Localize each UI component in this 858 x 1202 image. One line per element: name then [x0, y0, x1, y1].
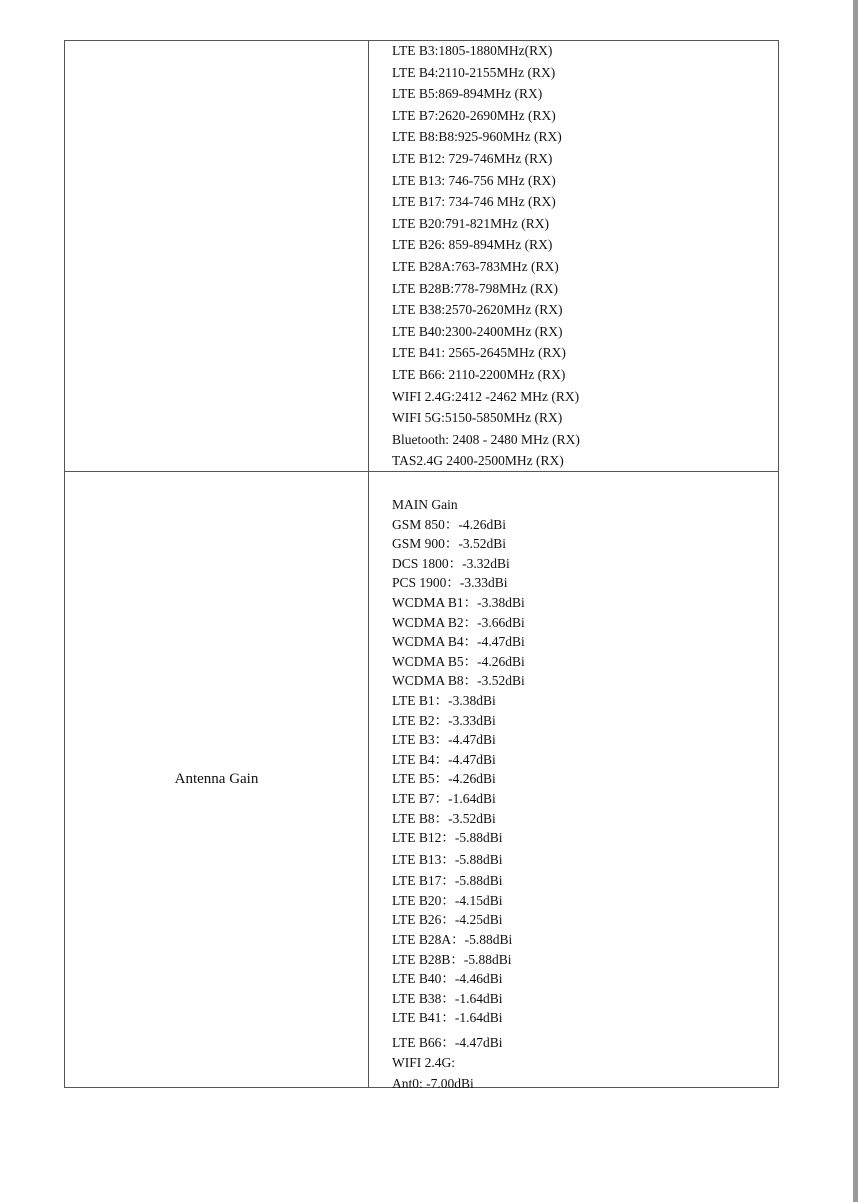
gain-line: PCS 1900：-3.33dBi [392, 575, 508, 591]
gain-line: LTE B2：-3.33dBi [392, 712, 496, 728]
rx-values-cell [369, 41, 778, 471]
rx-band-line: LTE B28B:778-798MHz (RX) [392, 280, 558, 296]
gain-line: GSM 850：-4.26dBi [392, 516, 507, 532]
gain-line: WCDMA B5：-4.26dBi [392, 653, 525, 669]
antenna-gain-values-cell [369, 472, 778, 1092]
table-row-antenna-gain [65, 471, 778, 1092]
rx-band-line: TAS2.4G 2400-2500MHz (RX) [392, 453, 564, 469]
gain-line: LTE B28B：-5.88dBi [392, 951, 512, 967]
rx-band-line: WIFI 5G:5150-5850MHz (RX) [392, 410, 563, 426]
rx-band-line: LTE B7:2620-2690MHz (RX) [392, 107, 556, 123]
rx-band-line: LTE B28A:763-783MHz (RX) [392, 258, 559, 274]
gain-line: LTE B66：-4.47dBi [392, 1035, 503, 1051]
rx-label-cell [65, 41, 369, 471]
rx-band-line: LTE B12: 729-746MHz (RX) [392, 150, 553, 166]
gain-heading: MAIN Gain [392, 497, 458, 512]
page-edge [853, 0, 858, 1202]
gain-line: DCS 1800：-3.32dBi [392, 555, 510, 571]
gain-line: WCDMA B1：-3.38dBi [392, 594, 525, 610]
antenna-gain-label: Antenna Gain [65, 472, 369, 1087]
gain-line: LTE B20：-4.15dBi [392, 892, 503, 908]
rx-band-line: LTE B8:B8:925-960MHz (RX) [392, 129, 562, 145]
gain-line: WCDMA B4：-4.47dBi [392, 634, 525, 650]
gain-line: LTE B1：-3.38dBi [392, 692, 496, 708]
rx-band-line: LTE B5:869-894MHz (RX) [392, 86, 543, 102]
gain-line: LTE B12：-5.88dBi [392, 830, 503, 846]
rx-band-line: WIFI 2.4G:2412 -2462 MHz (RX) [392, 388, 580, 404]
rx-band-line: LTE B66: 2110-2200MHz (RX) [392, 366, 566, 382]
gain-line: LTE B5：-4.26dBi [392, 771, 496, 787]
gain-line: LTE B40：-4.46dBi [392, 971, 503, 987]
gain-line: LTE B13：-5.88dBi [392, 851, 503, 867]
rx-band-line: LTE B26: 859-894MHz (RX) [392, 237, 553, 253]
gain-line: LTE B26：-4.25dBi [392, 912, 503, 928]
gain-line: WCDMA B8：-3.52dBi [392, 673, 525, 689]
rx-band-line: LTE B13: 746-756 MHz (RX) [392, 172, 556, 188]
rx-band-line: LTE B3:1805-1880MHz(RX) [392, 43, 553, 58]
gain-line: LTE B28A：-5.88dBi [392, 932, 513, 948]
gain-line: LTE B41：-1.64dBi [392, 1010, 503, 1026]
gain-line: LTE B7：-1.64dBi [392, 790, 496, 806]
rx-band-line: LTE B17: 734-746 MHz (RX) [392, 194, 556, 210]
gain-line: LTE B17：-5.88dBi [392, 873, 503, 889]
rx-band-line: LTE B40:2300-2400MHz (RX) [392, 323, 563, 339]
gain-line: Ant0: -7.00dBi [392, 1076, 474, 1092]
gain-line: LTE B3：-4.47dBi [392, 732, 496, 748]
spec-table [64, 40, 779, 1092]
gain-line: LTE B8：-3.52dBi [392, 810, 496, 826]
rx-band-line: LTE B4:2110-2155MHz (RX) [392, 64, 556, 80]
gain-line: WIFI 2.4G: [392, 1054, 455, 1070]
rx-band-line: LTE B20:791-821MHz (RX) [392, 215, 549, 231]
rx-band-line: Bluetooth: 2408 - 2480 MHz (RX) [392, 431, 580, 447]
gain-line: WCDMA B2：-3.66dBi [392, 614, 525, 630]
gain-line: LTE B38：-1.64dBi [392, 990, 503, 1006]
gain-line: LTE B4：-4.47dBi [392, 751, 496, 767]
rx-band-line: LTE B38:2570-2620MHz (RX) [392, 302, 563, 318]
gain-line: GSM 900：-3.52dBi [392, 536, 507, 552]
table-row-rx-frequencies [65, 41, 778, 471]
rx-band-line: LTE B41: 2565-2645MHz (RX) [392, 345, 566, 361]
